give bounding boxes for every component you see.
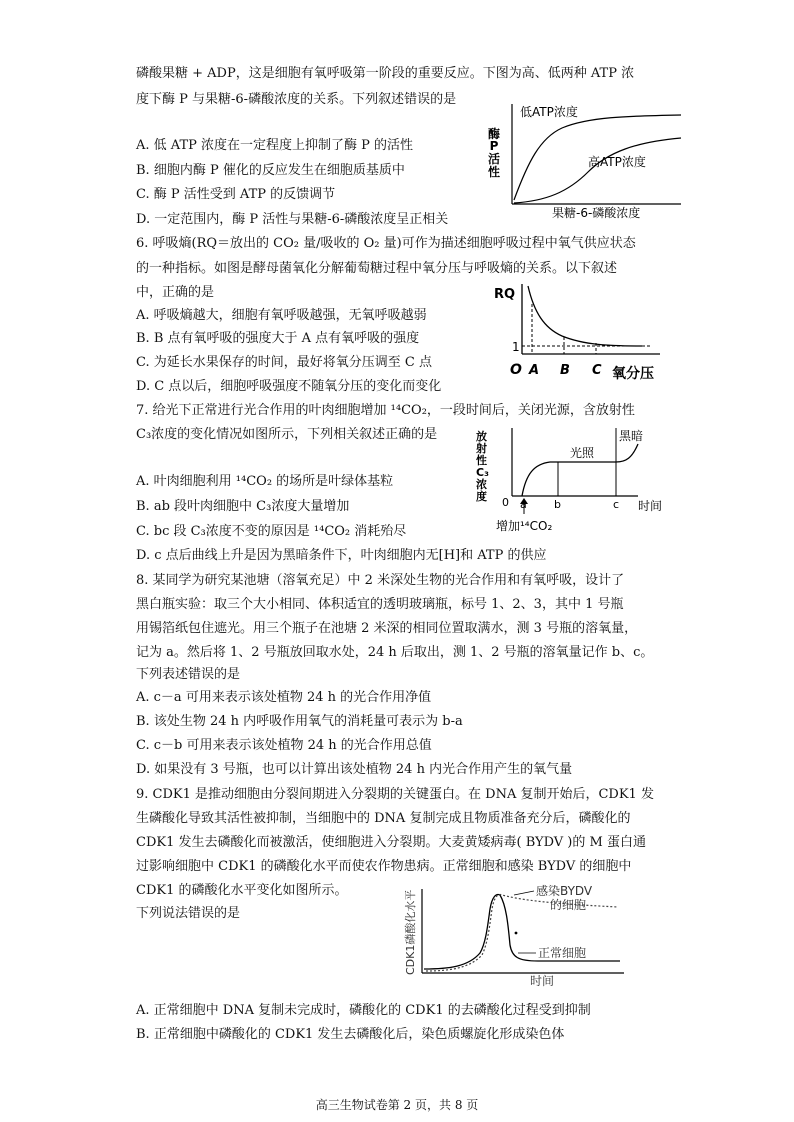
q6-one-label: 1 bbox=[512, 340, 520, 354]
q6-option-d: D. C 点以后，细胞呼吸强度不随氧分压的变化而变化 bbox=[136, 379, 442, 394]
q9-infected-pointer bbox=[514, 891, 534, 895]
q7-c-label: c bbox=[613, 498, 620, 511]
q8-stem-line-2: 黑白瓶实验：取三个大小相同、体积适宜的透明玻璃瓶，标号 1、2、3，其中 1 号瓶 bbox=[136, 597, 624, 612]
q6-b-label: B bbox=[560, 363, 570, 378]
q7-ylabel-3: 性 bbox=[476, 454, 487, 467]
q8-stem-line-3: 用锡箔纸包住遮光。用三个瓶子在池塘 2 米深的相同位置取满水，测 3 号瓶的溶氧量， bbox=[136, 621, 638, 636]
q5-option-a: A. 低 ATP 浓度在一定程度上抑制了酶 P 的活性 bbox=[136, 138, 414, 153]
q6-ylabel: RQ bbox=[494, 287, 516, 302]
q9-stem-line-4: 过影响细胞中 CDK1 的磷酸化水平而使农作物患病。正常细胞和感染 BYDV 的细胞中 bbox=[136, 859, 632, 874]
q7-option-c: C. bc 段 C₃浓度不变的原因是 ¹⁴CO₂ 消耗殆尽 bbox=[136, 524, 407, 539]
q7-stem-line-2: C₃浓度的变化情况如图所示，下列相关叙述正确的是 bbox=[136, 427, 438, 442]
q8-option-c: C. c－b 可用来表示该处植物 24 h 的光合作用总值 bbox=[136, 738, 432, 753]
q5-option-b: B. 细胞内酶 P 催化的反应发生在细胞质基质中 bbox=[136, 163, 405, 178]
q7-option-b: B. ab 段叶肉细胞中 C₃浓度大量增加 bbox=[136, 499, 350, 514]
q7-b-label: b bbox=[554, 498, 561, 511]
q5-enzyme-activity-figure bbox=[476, 100, 686, 220]
q7-ylabel-4: C₃ bbox=[476, 466, 489, 479]
q7-ylabel-2: 射 bbox=[476, 442, 487, 455]
q9-stem-line-3: CDK1 发生去磷酸化而被激活，使细胞进入分裂期。大麦黄矮病毒( BYDV )的 M 蛋白通 bbox=[136, 835, 646, 850]
q5-ylabel-3: 活 bbox=[487, 152, 501, 166]
q9-stem-line-6: 下列说法错误的是 bbox=[136, 906, 241, 921]
q6-xlabel: 氧分压 bbox=[612, 366, 654, 382]
q5-xlabel: 果糖-6-磷酸浓度 bbox=[552, 206, 641, 220]
q9-option-b: B. 正常细胞中磷酸化的 CDK1 发生去磷酸化后，染色质螺旋化形成染色体 bbox=[136, 1027, 565, 1042]
q7-ylabel-5: 浓 bbox=[476, 478, 487, 491]
q8-stem-line-5: 下列表述错误的是 bbox=[136, 667, 241, 682]
q7-c3-figure bbox=[472, 424, 672, 538]
q7-dark-label: 黑暗 bbox=[619, 429, 644, 443]
q6-option-c: C. 为延长水果保存的时间，最好将氧分压调至 C 点 bbox=[136, 355, 432, 370]
q9-dot-mark bbox=[515, 932, 518, 935]
q7-ylabel-1: 放 bbox=[476, 430, 487, 443]
q6-stem-line-3: 中，正确的是 bbox=[136, 285, 215, 300]
q6-c-label: C bbox=[592, 363, 602, 378]
q7-zero-label: 0 bbox=[502, 496, 509, 509]
q7-light-label: 光照 bbox=[570, 446, 595, 460]
q6-option-a: A. 呼吸熵越大，细胞有氧呼吸越强，无氧呼吸越弱 bbox=[136, 308, 427, 323]
q6-stem-line-1: 6. 呼吸熵(RQ＝放出的 CO₂ 量/吸收的 O₂ 量)可作为描述细胞呼吸过程中氧气供应状态 bbox=[136, 236, 636, 251]
q5-stem-line-1: 磷酸果糖 + ADP，这是细胞有氧呼吸第一阶段的重要反应。下图为高、低两种 ATP 浓 bbox=[136, 66, 635, 81]
q8-stem-line-1: 8. 某同学为研究某池塘（溶氧充足）中 2 米深处生物的光合作用和有氧呼吸，设计了 bbox=[136, 573, 625, 588]
q8-option-d: D. 如果没有 3 号瓶，也可以计算出该处植物 24 h 内光合作用产生的氧气量 bbox=[136, 762, 573, 777]
q5-stem-line-2: 度下酶 P 与果糖-6-磷酸浓度的关系。下列叙述错误的是 bbox=[136, 92, 457, 107]
q5-ylabel-2: P bbox=[489, 139, 499, 153]
q9-normal-curve bbox=[424, 895, 620, 969]
q6-a-label: A bbox=[529, 363, 540, 378]
page-footer: 高三生物试卷第 2 页，共 8 页 bbox=[315, 1098, 479, 1112]
q7-xlabel: 时间 bbox=[638, 499, 663, 513]
q9-stem-line-5: CDK1 的磷酸化水平变化如图所示。 bbox=[136, 883, 348, 898]
q9-infected-label-2: 的细胞 bbox=[550, 898, 587, 912]
q6-rq-figure bbox=[492, 282, 672, 386]
q6-origin-label: O bbox=[510, 362, 522, 378]
q7-add-co2-label: 增加¹⁴CO₂ bbox=[496, 519, 553, 533]
q8-option-a: A. c－a 可用来表示该处植物 24 h 的光合作用净值 bbox=[136, 690, 432, 705]
q6-rq-curve bbox=[528, 286, 642, 346]
q9-option-a: A. 正常细胞中 DNA 复制未完成时，磷酸化的 CDK1 的去磷酸化过程受到抑制 bbox=[136, 1003, 591, 1018]
q9-cdk1-figure bbox=[398, 883, 628, 987]
q5-option-d: D. 一定范围内，酶 P 活性与果糖-6-磷酸浓度呈正相关 bbox=[136, 212, 449, 227]
q5-ylabel-1: 酶 bbox=[487, 127, 501, 141]
q9-normal-label: 正常细胞 bbox=[538, 946, 587, 960]
q9-stem-line-1: 9. CDK1 是推动细胞由分裂间期进入分裂期的关键蛋白。在 DNA 复制开始后，CDK1 发 bbox=[136, 787, 654, 802]
q6-stem-line-2: 的一种指标。如图是酵母菌氧化分解葡萄糖过程中氧分压与呼吸熵的关系。以下叙述 bbox=[136, 261, 618, 276]
q9-stem-line-2: 生磷酸化导致其活性被抑制，当细胞中的 DNA 复制完成且物质准备充分后，磷酸化的 bbox=[136, 811, 631, 826]
q7-a-label: a bbox=[520, 498, 527, 511]
q7-option-d: D. c 点后曲线上升是因为黑暗条件下，叶肉细胞内无[H]和 ATP 的供应 bbox=[136, 548, 547, 563]
q9-infected-label-1: 感染BYDV bbox=[536, 884, 593, 898]
q6-option-b: B. B 点有氧呼吸的强度大于 A 点有氧呼吸的强度 bbox=[136, 331, 420, 346]
q7-stem-line-1: 7. 给光下正常进行光合作用的叶肉细胞增加 ¹⁴CO₂，一段时间后，关闭光源，含放射性 bbox=[136, 403, 635, 418]
q5-ylabel-4: 性 bbox=[487, 165, 501, 179]
q5-high-atp-label: 高ATP浓度 bbox=[588, 155, 646, 169]
q8-stem-line-4: 记为 a。然后将 1、2 号瓶放回取水处，24 h 后取出，测 1、2 号瓶的溶氧量记作 b、c。 bbox=[136, 645, 654, 660]
q9-ylabel: CDK1磷酸化水平 bbox=[404, 889, 417, 975]
q5-low-atp-label: 低ATP浓度 bbox=[520, 105, 578, 119]
q7-ylabel-6: 度 bbox=[476, 490, 487, 503]
q5-option-c: C. 酶 P 活性受到 ATP 的反馈调节 bbox=[136, 187, 336, 202]
q9-xlabel: 时间 bbox=[530, 974, 555, 987]
q7-option-a: A. 叶肉细胞利用 ¹⁴CO₂ 的场所是叶绿体基粒 bbox=[136, 474, 394, 489]
q8-option-b: B. 该处生物 24 h 内呼吸作用氧气的消耗量可表示为 b-a bbox=[136, 714, 463, 729]
